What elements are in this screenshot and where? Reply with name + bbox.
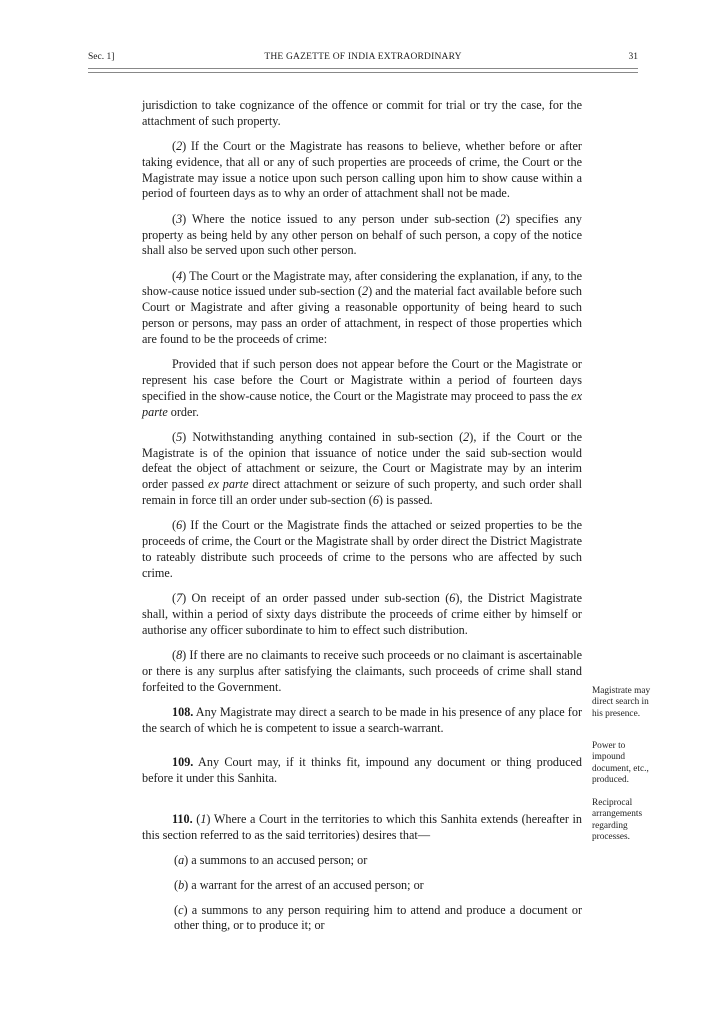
section-label: Sec. 1] — [88, 52, 115, 62]
margin-note-110: Reciprocal arrangements regarding processes. — [592, 798, 643, 842]
subsection-3: (3) Where the notice issued to any person under sub-section (2) specifies any property as being held by any other person on behalf of such person, a copy of the notice shall also be served upon such other person. — [142, 211, 582, 258]
subsection-7: (7) On receipt of an order passed under sub-section (6), the District Magistrate shall, within a period of sixty days distribute the proceeds of crime either by himself or authorise any officer subordinate to him to effect such distribution. — [142, 591, 582, 637]
paragraph-continuation: jurisdiction to take cognizance of the offence or commit for trial or try the case, for the attachment of such property. — [142, 98, 582, 128]
section-108: 108. Any Magistrate may direct a search to be made in his presence of any place for the search of which he is competent to issue a search-warrant. — [142, 704, 582, 735]
page-number: 31 — [628, 52, 638, 62]
subsection-2: (2) If the Court or the Magistrate has reasons to believe, whether before or after taking evidence, that all or any of such properties are proceeds of crime, the Court or the Magistrate may issue a notice upon such person calling upon him to show cause within a period of fourteen days as to why an order of attachment shall not be made. — [142, 139, 582, 201]
subsection-4: (4) The Court or the Magistrate may, after considering the explanation, if any, to the show-cause notice issued under sub-section (2) and the material fact available before such Court or Magistrate and after giving a reasonable opportunity of being heard to such person or persons, may pass an order of attachment, in respect of those properties which are found to be the proceeds of crime: — [142, 268, 583, 346]
subsection-6: (6) If the Court or the Magistrate finds the attached or seized properties to be the proceeds of crime, the Court or the Magistrate shall by order direct the District Magistrate to rateably distribute such proceeds of crime to the persons who are affected by such crime. — [142, 518, 582, 580]
subsection-8: (8) If there are no claimants to receive such proceeds or no claimant is ascertainable or there is any surplus after satisfying the claimants, such proceeds of crime shall stand forfeited to the Government. — [142, 647, 582, 694]
clause-c: (c) a summons to any person requiring him to attend and produce a document or other thing, or to produce it; or — [174, 902, 582, 933]
document-body — [142, 98, 582, 943]
header-rule — [88, 68, 638, 73]
clause-a: (a) a summons to an accused person; or — [174, 853, 368, 868]
clause-b: (b) a warrant for the arrest of an accused person; or — [174, 877, 424, 892]
subsection-5: (5) Notwithstanding anything contained in sub-section (2), if the Court or the Magistrate is of the opinion that issuance of notice under the said sub-section would defeat the object of attachment or seizure, the Court or Magistrate may by an interim order passed ex parte direct attachment or seizure of such property, and such order shall remain in force till an order under sub-section (6) is passed. — [142, 429, 583, 508]
proviso: Provided that if such person does not appear before the Court or the Magistrate or represent his case before the Court or Magistrate within a period of fourteen days specified in the show-cause notice, the Court or the Magistrate may proceed to pass the ex parte order. — [142, 357, 582, 419]
margin-note-108: Magistrate may direct search in his presence. — [592, 686, 651, 719]
margin-note-109: Power to impound document, etc., produced. — [592, 741, 649, 785]
gazette-title: THE GAZETTE OF INDIA EXTRAORDINARY — [264, 52, 462, 62]
section-109: 109. Any Court may, if it thinks fit, impound any document or thing produced before it under this Sanhita. — [142, 755, 583, 786]
section-110: 110. (1) Where a Court in the territories to which this Sanhita extends (hereafter in this section referred to as the said territories) desires that— — [142, 811, 582, 842]
running-header — [88, 52, 638, 68]
